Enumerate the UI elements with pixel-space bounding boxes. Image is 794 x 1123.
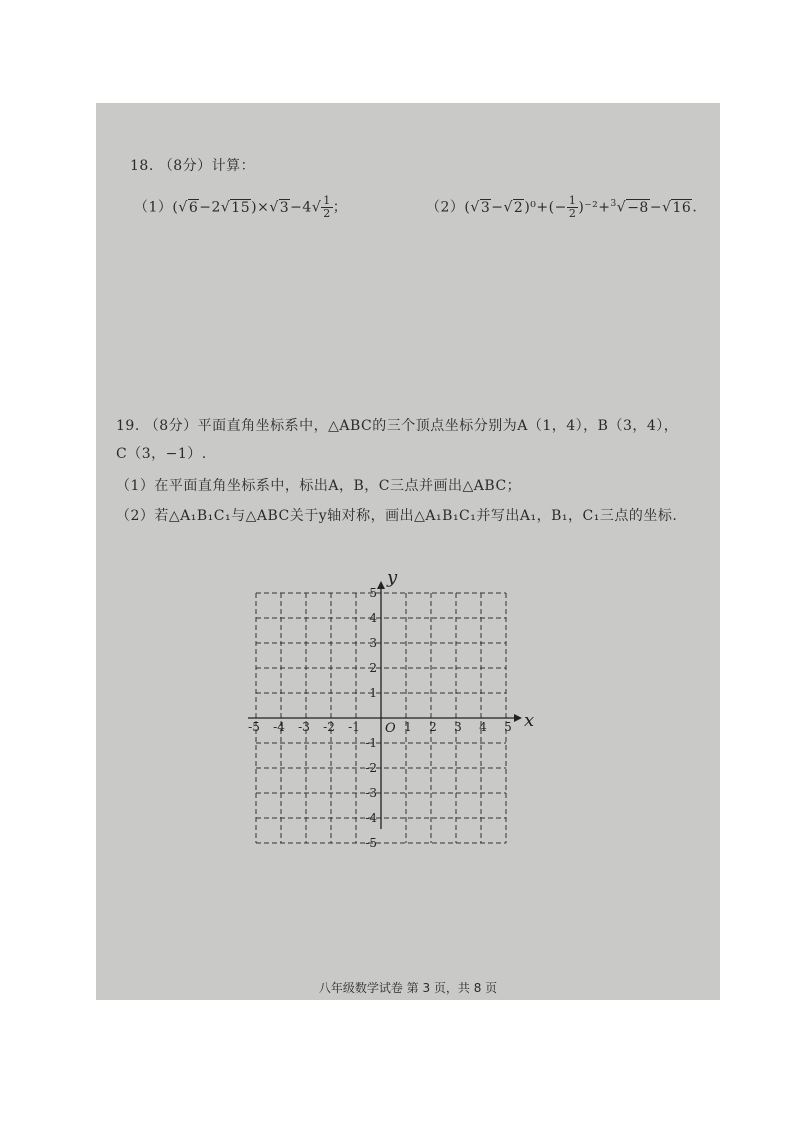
- question-18-title: 18. （8分）计算：: [130, 158, 256, 174]
- punct: .: [692, 199, 698, 216]
- y-tick-label: -3: [365, 786, 377, 800]
- y-tick-label: 2: [369, 661, 377, 675]
- x-tick-label: -4: [273, 720, 285, 734]
- denominator: 2: [323, 207, 331, 220]
- y-tick-label: -1: [365, 736, 377, 750]
- paren-close: )×: [251, 199, 270, 216]
- x-tick-label: 5: [504, 720, 512, 734]
- y-tick-label: 3: [369, 636, 377, 650]
- question-19-part-1: （1）在平面直角坐标系中，标出A，B，C三点并画出△ABC；: [116, 478, 522, 494]
- y-axis-arrow: [377, 581, 385, 589]
- x-tick-label: -3: [298, 720, 310, 734]
- question-19-part-2: （2）若△A₁B₁C₁与△ABC关于y轴对称，画出△A₁B₁C₁并写出A₁，B₁，C₁三点的坐标.: [116, 508, 678, 524]
- paren-open: (−: [548, 199, 567, 216]
- x-axis-arrow: [514, 714, 522, 722]
- paren-close: )⁻²+: [578, 199, 611, 216]
- radicand: 3: [480, 199, 491, 216]
- x-axis-label: x: [524, 710, 535, 731]
- x-tick-label: 4: [479, 720, 487, 734]
- y-tick-label: 1: [369, 686, 377, 700]
- numerator: 1: [568, 194, 577, 207]
- question-18-part-2: （2）(√3−√2)⁰+(− $\frac{1}{2}$ )⁻²+$^3$√−8−√16.: [426, 194, 698, 220]
- y-tick-label: -5: [365, 836, 377, 850]
- x-tick-label: 3: [454, 720, 462, 734]
- exam-page: [96, 103, 720, 1000]
- denominator: 2: [568, 207, 577, 220]
- y-tick-label: -4: [365, 811, 377, 825]
- y-tick-label: -2: [365, 761, 377, 775]
- fraction: [321, 195, 333, 220]
- operator: −2: [199, 199, 221, 216]
- question-19-line-2: C（3，−1）.: [116, 446, 207, 462]
- coordinate-grid: [236, 565, 546, 885]
- y-tick-label: 5: [369, 586, 377, 600]
- paren-open: (: [172, 199, 179, 216]
- part-label: （1）: [134, 199, 173, 216]
- radicand: −8: [627, 199, 649, 216]
- coefficient: −4: [290, 199, 312, 216]
- question-19-line-1: 19. （8分）平面直角坐标系中，△ABC的三个顶点坐标分别为A（1，4），B（3，4），: [116, 418, 679, 434]
- x-tick-label: 2: [429, 720, 437, 734]
- radicand: 3: [279, 199, 290, 216]
- cube-root-index: 3: [610, 198, 617, 209]
- fraction: [567, 195, 579, 220]
- punct: ；: [332, 199, 348, 216]
- part-label: （2）: [426, 199, 465, 216]
- paren-open: (: [464, 199, 471, 216]
- x-tick-label: 1: [404, 720, 412, 734]
- radicand: 16: [672, 199, 692, 216]
- radicand: 6: [188, 199, 199, 216]
- operator: −: [649, 199, 663, 216]
- y-tick-label: 4: [369, 611, 377, 625]
- numerator: 1: [323, 194, 331, 207]
- x-tick-label: -2: [323, 720, 335, 734]
- x-tick-label: -1: [348, 720, 360, 734]
- x-tick-label: -5: [248, 720, 260, 734]
- y-axis-label: y: [387, 567, 398, 588]
- operator: −: [491, 199, 504, 216]
- radicand: 2: [513, 199, 524, 216]
- paren-close: )⁰+: [524, 199, 549, 216]
- page-footer: 八年级数学试卷 第 3 页，共 8 页: [318, 981, 498, 995]
- radicand: 15: [231, 199, 251, 216]
- origin-label: O: [385, 721, 396, 736]
- question-18-part-1: （1）(√6−2√15)×√3−4√ $\frac{1}{2}$ ；: [134, 194, 348, 220]
